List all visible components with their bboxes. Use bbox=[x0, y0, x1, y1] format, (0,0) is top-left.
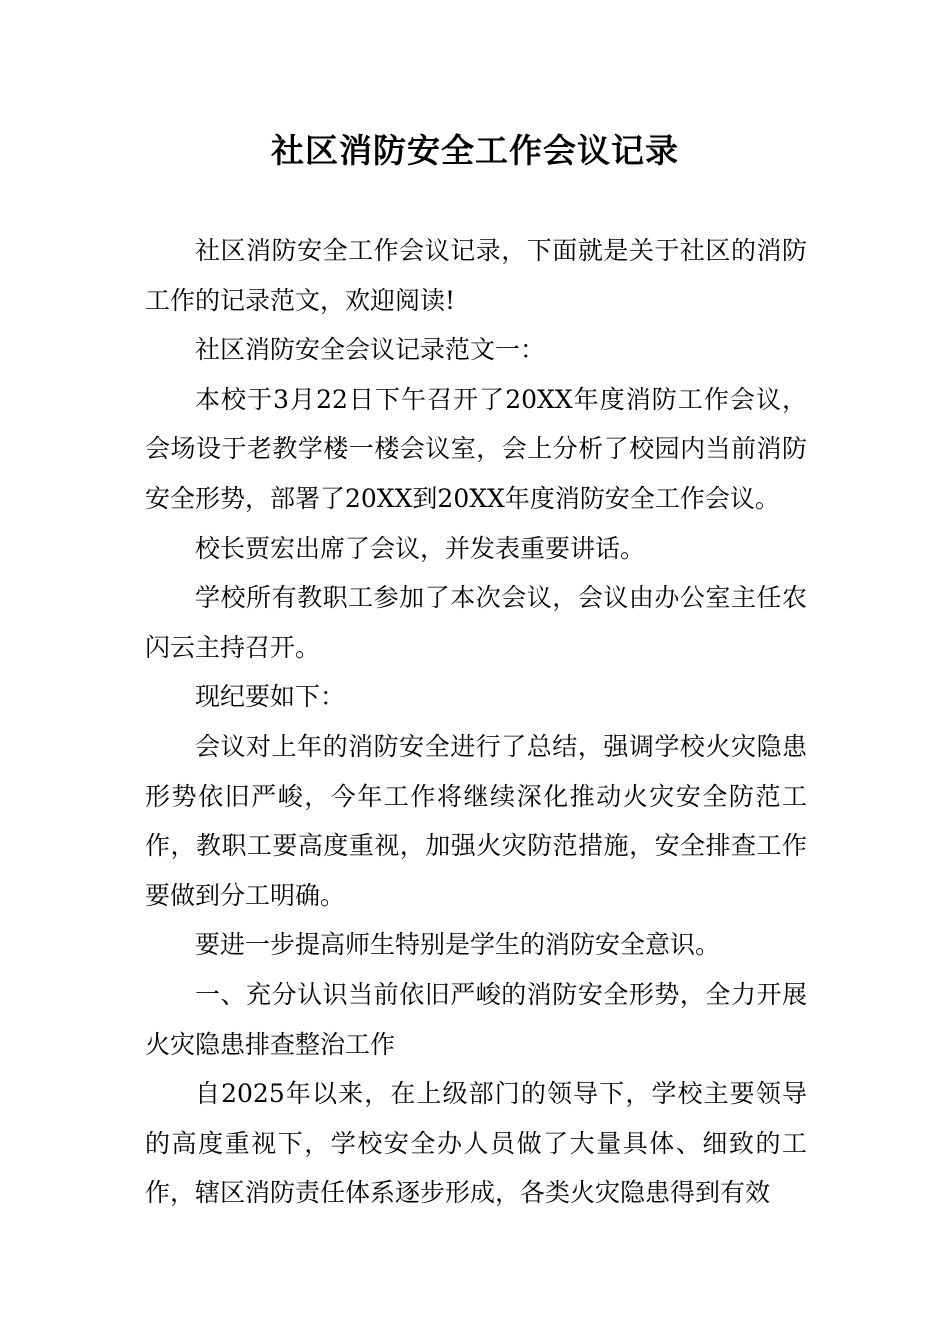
paragraph-section-one-heading: 一、充分认识当前依旧严峻的消防安全形势，全力开展火灾隐患排查整治工作 bbox=[145, 979, 807, 1059]
paragraph-awareness: 要进一步提高师生特别是学生的消防安全意识。 bbox=[195, 930, 721, 960]
paragraph-meeting-info: 本校于3月22日下午召开了20XX年度消防工作会议，会场设于老教学楼一楼会议室，会上分析了校园内当前消防安全形势，部署了20XX到20XX年度消防安全工作会议。 bbox=[145, 384, 807, 513]
paragraph-section-one-body: 自2025年以来，在上级部门的领导下，学校主要领导的高度重视下，学校安全办人员做了大量具体、细致的工作，辖区消防责任体系逐步形成，各类火灾隐患得到有效 bbox=[145, 1079, 807, 1208]
paragraph-intro: 社区消防安全工作会议记录，下面就是关于社区的消防工作的记录范文，欢迎阅读! bbox=[145, 236, 807, 315]
paragraph-attendees: 学校所有教职工参加了本次会议，会议由办公室主任农闪云主持召开。 bbox=[145, 583, 807, 662]
paragraph-minutes-heading: 现纪要如下： bbox=[195, 682, 346, 712]
document-title: 社区消防安全工作会议记录 bbox=[271, 131, 679, 170]
document-body bbox=[145, 226, 807, 1218]
paragraph-principal: 校长贾宏出席了会议，并发表重要讲话。 bbox=[195, 533, 646, 563]
paragraph-sample-heading: 社区消防安全会议记录范文一： bbox=[195, 335, 546, 365]
paragraph-summary: 会议对上年的消防安全进行了总结，强调学校火灾隐患形势依旧严峻，今年工作将继续深化推动火灾安全防范工作，教职工要高度重视，加强火灾防范措施，安全排查工作要做到分工明确。 bbox=[145, 731, 807, 910]
